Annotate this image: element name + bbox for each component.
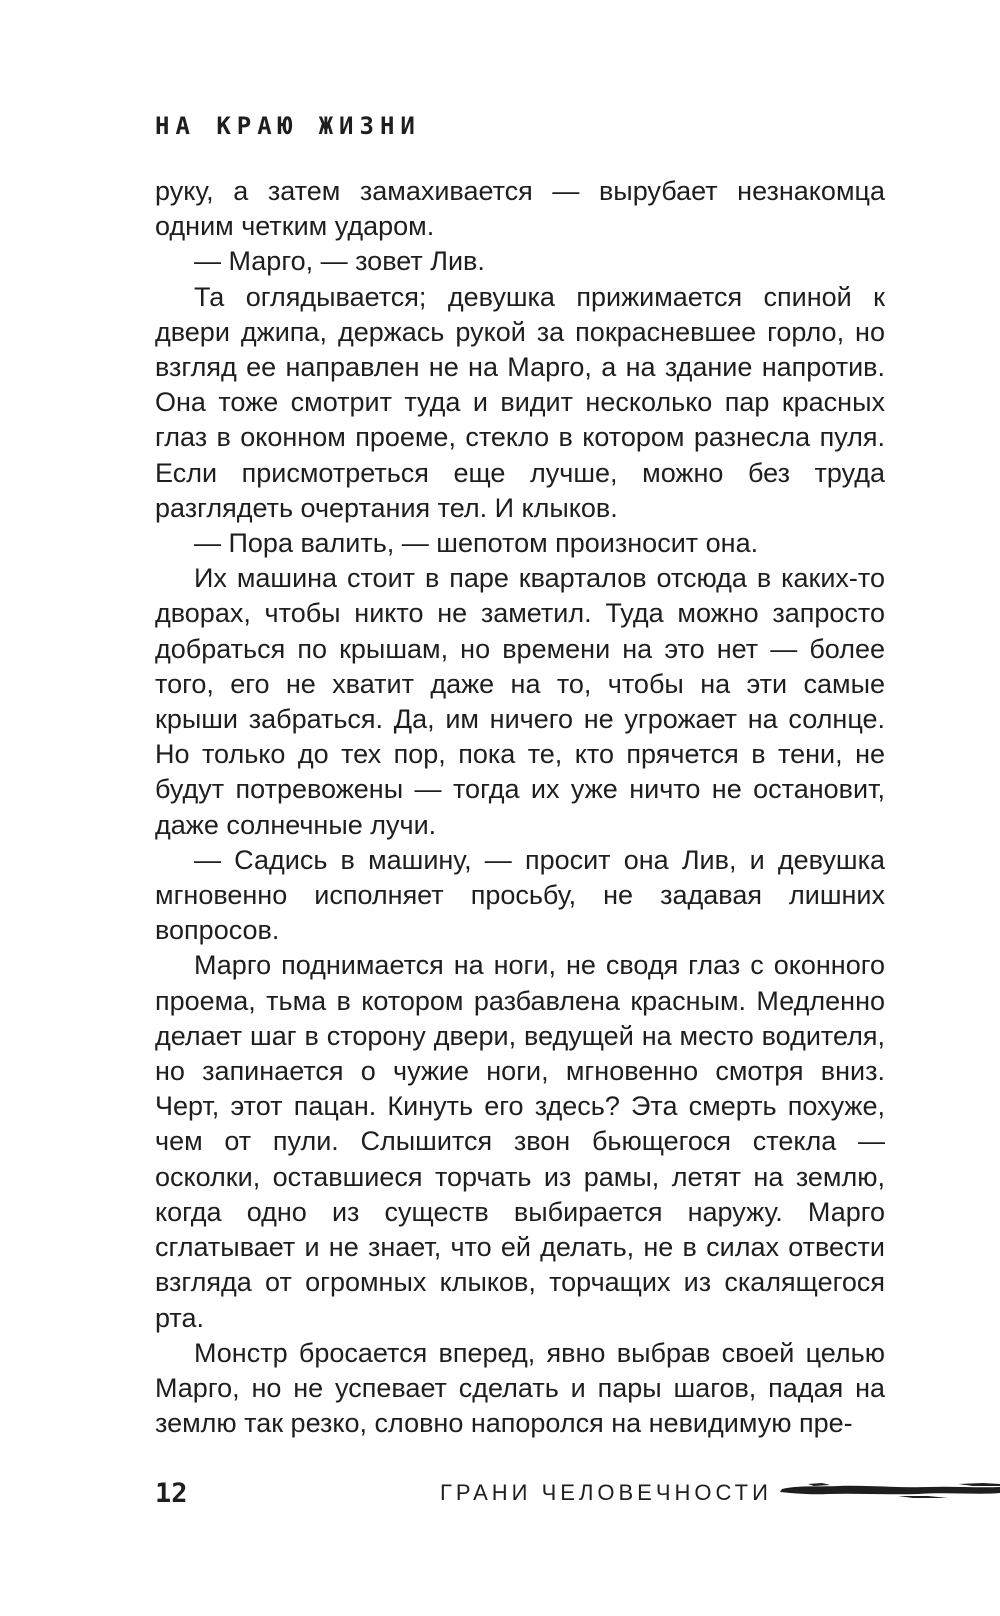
- running-head: НА КРАЮ ЖИЗНИ: [155, 112, 421, 140]
- paragraph: Марго поднимается на ноги, не сводя глаз с оконного проема, тьма в котором разбавлена красным. Медленно делает шаг в сторону двери, ведущей на место водителя, но запинается о чужие ноги, мгновенно смотря вниз. Черт, этот пацан. Кинуть его здесь? Эта смерть похуже, чем от пули. Слышится звон бьющегося стекла — осколки, оставшиеся торчать из рамы, летят на землю, когда одно из существ выбирается наружу. Марго сглатывает и не знает, что ей делать, не в силах отвести взгляда от огромных клыков, торчащих из скалящегося рта.: [155, 950, 885, 1333]
- body-text: [155, 174, 885, 1441]
- paragraph-dialogue: — Садись в машину, — просит она Лив, и девушка мгновенно исполняет просьбу, не задавая лишних вопросов.: [155, 844, 885, 946]
- paragraph: Их машина стоит в паре кварталов отсюда в каких-то дворах, чтобы никто не заметил. Туда можно запросто добраться по крышам, но времени на это нет — более того, его не хватит даже на то, чтобы на эти самые крыши забраться. Да, им ничего не угрожает на солнце. Но только до тех пор, пока те, кто прячется в тени, не будут потревожены — тогда их уже ничто не остановит, даже солнечные лучи.: [155, 563, 885, 840]
- paragraph: Монстр бросается вперед, явно выбрав своей целью Марго, но не успевает сделать и пары шагов, падая на землю так резко, словно напоролся на невидимую пре-: [155, 1337, 885, 1439]
- paragraph-dialogue: — Пора валить, — шепотом произносит она.: [194, 528, 759, 559]
- paragraph: Та оглядывается; девушка прижимается спиной к двери джипа, держась рукой за покрасневшее горло, но взгляд ее направлен не на Марго, а на здание напротив. Она тоже смотрит туда и видит несколько пар красных глаз в оконном проеме, стекло в котором разнесла пуля. Если присмотреться еще лучше, можно без труда разглядеть очертания тел. И клыков.: [155, 281, 885, 523]
- footer-book-title: ГРАНИ ЧЕЛОВЕЧНОСТИ: [440, 1480, 772, 1505]
- page-number: 12: [155, 1478, 188, 1509]
- paragraph-continuation: руку, а затем замахивается — вырубает незнакомца одним четким ударом.: [155, 176, 885, 242]
- paragraph-dialogue: — Марго, — зовет Лив.: [194, 246, 485, 277]
- brush-stroke-decoration: [778, 1476, 1000, 1504]
